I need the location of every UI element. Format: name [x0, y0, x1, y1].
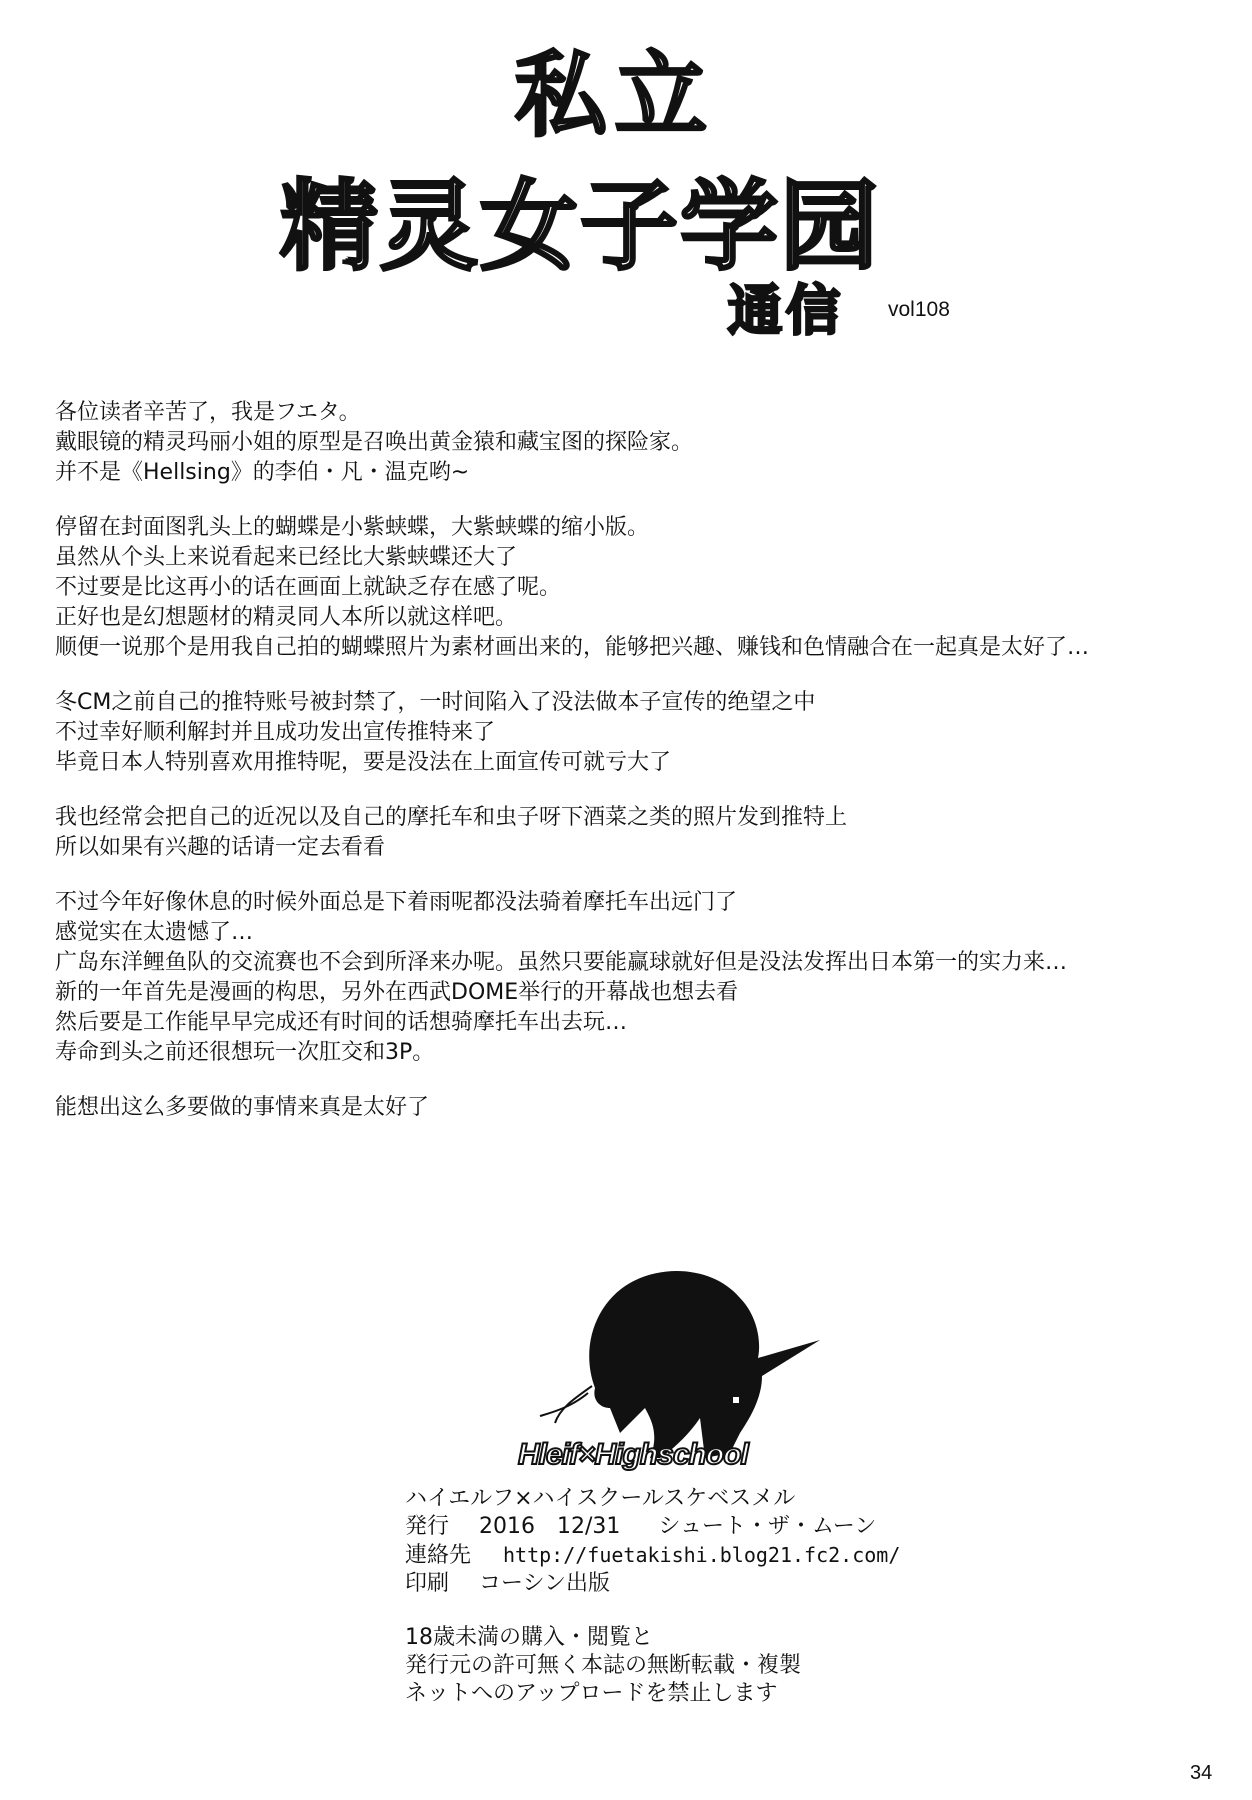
- logo-text: Hleif×Highschool: [518, 1438, 748, 1471]
- circle-name: シュート・ザ・ムーン: [658, 1514, 877, 1539]
- afterword-body: [55, 398, 1215, 1148]
- afterword-line: 我也经常会把自己的近况以及自己的摩托车和虫子呀下酒菜之类的照片发到推特上: [55, 805, 848, 830]
- afterword-line: 虽然从个头上来说看起来已经比大紫蛱蝶还大了: [55, 545, 518, 570]
- afterword-line: 然后要是工作能早早完成还有时间的话想骑摩托车出去玩…: [55, 1010, 628, 1035]
- print-row: [405, 1570, 1025, 1598]
- notice-line-2: 発行元の許可無く本誌の無断転載・複製: [405, 1653, 802, 1678]
- publish-label: 発行: [405, 1514, 450, 1539]
- afterword-line: 不过今年好像休息的时候外面总是下着雨呢都没法骑着摩托车出远门了: [55, 890, 738, 915]
- publish-date: 2016 12/31: [479, 1514, 621, 1539]
- afterword-line: 能想出这么多要做的事情来真是太好了: [55, 1095, 430, 1120]
- afterword-line: 不过幸好顺利解封并且成功发出宣传推特来了: [55, 720, 496, 745]
- afterword-paragraph: [55, 803, 1215, 863]
- book-title: ハイエルフ×ハイスクールスケベスメル: [405, 1486, 796, 1511]
- notice-line-1: 18歳未満の購入・閲覧と: [405, 1625, 653, 1650]
- contact-row: [405, 1541, 1025, 1570]
- afterword-line: 感觉实在太遗憾了…: [55, 920, 254, 945]
- afterword-line: 冬CM之前自己的推特账号被封禁了，一时间陷入了没法做本子宣传的绝望之中: [55, 690, 816, 715]
- afterword-line: 顺便一说那个是用我自己拍的蝴蝶照片为素材画出来的，能够把兴趣、赚钱和色情融合在一起真是太好了…: [55, 635, 1090, 660]
- title-line-3: 通信: [728, 279, 844, 342]
- contact-url[interactable]: http://fuetakishi.blog21.fc2.com/: [503, 1543, 901, 1567]
- publish-row: [405, 1513, 1025, 1541]
- contact-label: 連絡先: [405, 1543, 472, 1568]
- title-line-1: 私立: [515, 42, 716, 149]
- afterword-line: 广岛东洋鲤鱼队的交流赛也不会到所泽来办呢。虽然只要能赢球就好但是没法发挥出日本第一的实力来…: [55, 950, 1068, 975]
- afterword-line: 戴眼镜的精灵玛丽小姐的原型是召唤出黄金猿和藏宝图的探险家。: [55, 430, 694, 455]
- notice-line-3: ネットへのアップロードを禁止します: [405, 1681, 778, 1706]
- afterword-line: 寿命到头之前还很想玩一次肛交和3P。: [55, 1040, 435, 1065]
- afterword-line: 正好也是幻想题材的精灵同人本所以就这样吧。: [55, 605, 518, 630]
- print-label: 印刷: [405, 1571, 450, 1596]
- volume-label: vol108: [888, 298, 950, 321]
- printer-name: コーシン出版: [479, 1571, 611, 1596]
- afterword-paragraph: [55, 1093, 1215, 1123]
- afterword-paragraph: [55, 688, 1215, 778]
- afterword-line: 所以如果有兴趣的话请一定去看看: [55, 835, 386, 860]
- afterword-line: 并不是《Hellsing》的李伯・凡・温克哟~: [55, 460, 470, 485]
- afterword-line: 不过要是比这再小的话在画面上就缺乏存在感了呢。: [55, 575, 562, 600]
- afterword-line: 毕竟日本人特别喜欢用推特呢，要是没法在上面宣传可就亏大了: [55, 750, 672, 775]
- afterword-line: 各位读者辛苦了，我是フエタ。: [55, 400, 361, 425]
- afterword-paragraph: [55, 888, 1215, 1068]
- afterword-line: 新的一年首先是漫画的构思，另外在西武DOME举行的开幕战也想去看: [55, 980, 739, 1005]
- afterword-line: 停留在封面图乳头上的蝴蝶是小紫蛱蝶，大紫蛱蝶的缩小版。: [55, 515, 650, 540]
- page-number: 34: [1190, 1762, 1213, 1784]
- title-line-2: 精灵女子学园: [280, 170, 881, 284]
- afterword-paragraph: [55, 513, 1215, 663]
- colophon: [405, 1485, 1025, 1708]
- afterword-paragraph: [55, 398, 1215, 488]
